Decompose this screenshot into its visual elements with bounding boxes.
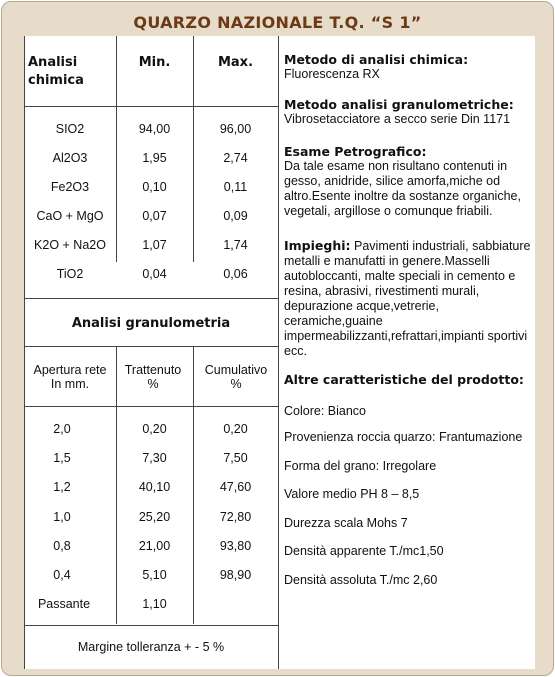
gran-row-3-retained: 40,10	[138, 480, 171, 494]
chem-method	[284, 52, 532, 82]
gran-method-label: Metodo analisi granulometriche:	[284, 97, 514, 112]
gran-row-1-cumulative: 0,20	[223, 422, 248, 436]
chem-row-4-compound: CaO + MgO	[36, 209, 104, 223]
gran-row-2-cumulative: 7,50	[223, 451, 248, 465]
gran-method-value: Vibrosetacciatore a secco serie Din 1171	[284, 112, 511, 126]
chem-row-3-max: 0,11	[223, 180, 248, 194]
gran-row-6-opening: 0,4	[53, 568, 71, 582]
gran-row-2-retained: 7,30	[142, 451, 167, 465]
spec-card	[1, 1, 554, 676]
gran-header-retained: Trattenuto %	[124, 363, 182, 391]
uses-label: Impieghi:	[284, 238, 351, 253]
petro-exam	[284, 144, 532, 219]
chem-row-1-compound: SIO2	[55, 122, 85, 136]
other-characteristics-label: Altre caratteristiche del prodotto:	[284, 372, 524, 387]
chem-row-1-min: 94,00	[138, 122, 171, 136]
other-item: Provenienza roccia quarzo: Frantumazione	[284, 430, 523, 444]
other-item: Densità apparente T./mc1,50	[284, 544, 444, 558]
other-item: Durezza scala Mohs 7	[284, 516, 408, 530]
chem-row-3-min: 0,10	[142, 180, 167, 194]
other-item: Forma del grano: Irregolare	[284, 459, 437, 473]
chem-row-2-compound: Al2O3	[52, 151, 88, 165]
table-divider	[24, 106, 278, 107]
petro-text: Da tale esame non risultano contenuti in gesso, anidride, silice amorfa,miche od altro.Esente inoltre da sostanze organiche, vegetali, argillose o comunque friabili.	[284, 159, 521, 218]
gran-row-6-cumulative: 98,90	[219, 568, 252, 582]
chem-method-value: Fluorescenza RX	[284, 67, 380, 81]
chem-row-5-min: 1,07	[142, 238, 167, 252]
other-item: Colore: Bianco	[284, 404, 366, 418]
chem-row-2-max: 2,74	[223, 151, 248, 165]
gran-row-1-retained: 0,20	[142, 422, 167, 436]
chem-row-6-min: 0,04	[142, 267, 167, 281]
gran-header-cumulative: Cumulativo %	[204, 363, 268, 391]
uses	[284, 238, 532, 359]
chem-row-3-compound: Fe2O3	[50, 180, 90, 194]
table-divider	[24, 406, 278, 407]
tolerance-note: Margine tolleranza + - 5 %	[77, 640, 225, 654]
spec-sheet	[24, 36, 535, 669]
other-item: Densità assoluta T./mc 2,60	[284, 573, 438, 587]
gran-header-opening: Apertura rete In mm.	[33, 363, 107, 391]
gran-row-1-opening: 2,0	[53, 422, 71, 436]
table-divider	[24, 346, 278, 347]
gran-row-5-cumulative: 93,80	[219, 539, 252, 553]
chem-row-6-max: 0,06	[223, 267, 248, 281]
chem-row-4-min: 0,07	[142, 209, 167, 223]
chem-row-4-max: 0,09	[223, 209, 248, 223]
gran-row-7-opening: Passante	[37, 597, 91, 611]
chem-row-1-max: 96,00	[219, 122, 252, 136]
gran-row-4-retained: 25,20	[138, 510, 171, 524]
gran-row-5-opening: 0,8	[53, 539, 71, 553]
chem-row-5-compound: K2O + Na2O	[34, 238, 106, 252]
uses-text: Pavimenti industriali, sabbiature metalli e manufatti in genere.Masselli autobloccanti, malte speciali in cemento e resina, abrasivi, rivestimenti murali, depurazione acque,vetrerie, ceramiche,guaine impermeabilizzanti,refrattari,impianti sportivi ecc.	[284, 239, 531, 358]
gran-row-6-retained: 5,10	[142, 568, 167, 582]
petro-label: Esame Petrografico:	[284, 144, 427, 159]
product-title: QUARZO NAZIONALE T.Q. “S 1”	[133, 13, 422, 32]
gran-row-7-retained: 1,10	[142, 597, 167, 611]
gran-row-4-cumulative: 72,80	[219, 510, 252, 524]
other-item: Valore medio PH 8 – 8,5	[284, 487, 420, 501]
table-divider	[278, 36, 279, 669]
gran-row-4-opening: 1,0	[53, 510, 71, 524]
gran-row-3-opening: 1,2	[53, 480, 71, 494]
gran-row-5-retained: 21,00	[138, 539, 171, 553]
chem-row-5-max: 1,74	[223, 238, 248, 252]
table-divider	[24, 625, 278, 626]
chem-row-2-min: 1,95	[142, 151, 167, 165]
gran-row-2-opening: 1,5	[53, 451, 71, 465]
table-divider	[24, 298, 278, 299]
chem-header-max: Max.	[217, 55, 254, 70]
chem-method-label: Metodo di analisi chimica:	[284, 52, 469, 67]
gran-method	[284, 97, 532, 127]
chem-header-analysis: Analisi chimica	[28, 55, 84, 88]
chem-row-6-compound: TiO2	[56, 267, 84, 281]
gran-row-3-cumulative: 47,60	[219, 480, 252, 494]
chem-header-min: Min.	[138, 55, 171, 70]
granulometry-title: Analisi granulometria	[71, 316, 231, 331]
